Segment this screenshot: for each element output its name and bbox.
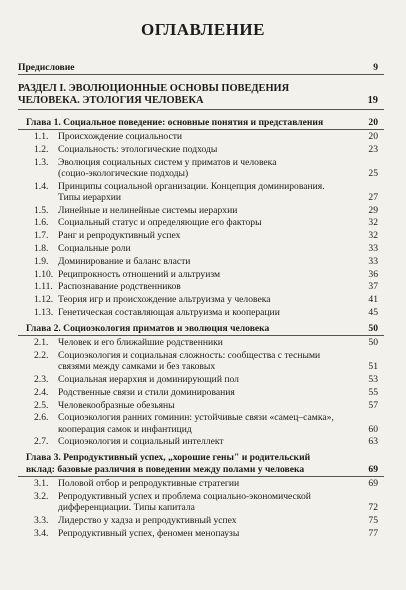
toc-entry-title: Социальная иерархия и доминирующий пол (58, 374, 239, 385)
divider (18, 109, 384, 110)
toc-entry-title: Социальность: этологические подходы (58, 143, 218, 155)
toc-page-number: 23 (368, 143, 378, 155)
toc-page-number: 9 (373, 62, 378, 73)
toc-entry-title: Реципрокность отношений и альтруизм (58, 268, 221, 280)
divider (18, 129, 384, 130)
toc-entry-number: 1.13. (34, 307, 54, 318)
toc-entry-number: 1.11. (34, 281, 53, 293)
toc-entry-title: Эволюция социальных систем у приматов и человека (58, 156, 277, 168)
toc-page-number: 77 (368, 527, 378, 539)
toc-entry-number: 1.3. (34, 156, 49, 168)
toc-page-number: 63 (368, 436, 378, 448)
toc-entry-number: 1.6. (34, 217, 49, 229)
toc-entry-title: РАЗДЕЛ I. ЭВОЛЮЦИОННЫЕ ОСНОВЫ ПОВЕДЕНИЯ (18, 83, 290, 95)
toc-entry-title: Половой отбор и репродуктивные стратегии (58, 478, 240, 489)
toc-page-number: 19 (367, 95, 378, 107)
toc-page-number: 32 (368, 217, 378, 229)
toc-entry-title: Репродуктивный успех, феномен менопаузы (58, 527, 240, 539)
divider (18, 74, 384, 75)
toc-page-number: 55 (368, 386, 378, 398)
toc-entry-title: Предисловие (18, 62, 75, 73)
toc-entry-number: 2.6. (34, 412, 49, 424)
toc-entry-title: (социо-экологические подходы) (58, 167, 189, 179)
toc-entry-title: Теория игр и происхождение альтруизма у человека (58, 294, 271, 306)
toc-entry-title: дифференциации. Типы капитала (58, 501, 195, 513)
toc-page-number: 72 (368, 501, 378, 513)
toc-page-number: 25 (368, 167, 378, 179)
toc-entry-number: 3.2. (34, 490, 49, 502)
divider (18, 476, 384, 477)
toc-entry-title: Социоэкология и социальный интеллект (58, 436, 224, 448)
toc-entry-title: ЧЕЛОВЕКА. ЭТОЛОГИЯ ЧЕЛОВЕКА (18, 95, 204, 107)
toc-entry-number: 3.4. (34, 527, 49, 539)
toc-page-number: 36 (368, 268, 378, 280)
toc-entry-title: вклад: базовые различия в поведении между полами у человека (26, 463, 305, 475)
toc-entry-number: 2.5. (34, 399, 49, 411)
toc-entry-number: 2.3. (34, 374, 49, 385)
toc-entry-title: Глава 2. Социоэкология приматов и эволюция человека (26, 322, 270, 334)
toc-entry-title: Человек и его ближайшие родственники (58, 337, 223, 349)
toc-page-number: 53 (368, 374, 378, 385)
toc-entry-title: Типы иерархии (58, 191, 122, 203)
toc-page-number: 69 (368, 478, 378, 489)
toc-entry-title: Ранг и репродуктивный успех (58, 230, 181, 242)
toc-entry-title: Генетическая составляющая альтруизма и кооперации (58, 307, 280, 318)
toc-entry-number: 3.1. (34, 478, 49, 489)
toc-page-number: 57 (368, 399, 378, 411)
toc-entry-number: 1.12. (34, 294, 54, 306)
toc-page-number: 75 (368, 514, 378, 526)
toc-entry-number: 1.10. (34, 268, 54, 280)
toc-page-number: 20 (368, 116, 378, 128)
page-title: ОГЛАВЛЕНИЕ (141, 20, 265, 39)
toc-entry-title: Человекообразные обезьяны (58, 399, 175, 411)
toc-entry-number: 2.7. (34, 436, 49, 448)
toc-page-number: 45 (368, 307, 378, 318)
toc-page-number: 29 (368, 204, 378, 216)
toc-entry-title: Социальный статус и определяющие его факторы (58, 217, 262, 229)
toc-page-number: 50 (368, 322, 378, 334)
toc-entry-title: Глава 1. Социальное поведение: основные понятия и представления (26, 116, 324, 128)
toc-entry-title: кооперация самок и инфантицид (58, 423, 192, 435)
toc-entry-number: 3.3. (34, 514, 49, 526)
toc-page-number: 50 (368, 337, 378, 349)
toc-page-number: 32 (368, 230, 378, 242)
toc-page-number: 33 (368, 255, 378, 267)
toc-entry-title: Репродуктивный успех и проблема социально-экономической (58, 490, 311, 502)
toc-entry-number: 2.1. (34, 337, 49, 349)
toc-entry-title: Социоэкология и социальная сложность: сообщества с тесными (58, 350, 321, 361)
toc-entry-title: Принципы социальной организации. Концепция доминирования. (58, 180, 325, 192)
toc-entry-title: Доминирование и баланс власти (58, 255, 191, 267)
toc-entry-title: Происхождение социальности (58, 131, 183, 142)
toc-page-number: 20 (368, 131, 378, 142)
toc-entry-number: 2.4. (34, 386, 49, 398)
toc-page-number: 69 (368, 463, 378, 475)
divider (18, 335, 384, 336)
toc-entry-number: 2.2. (34, 350, 49, 361)
toc-page-number: 33 (368, 243, 378, 254)
toc-entry-number: 1.9. (34, 255, 49, 267)
toc-entry-number: 1.5. (34, 204, 49, 216)
toc-entry-number: 1.2. (34, 143, 49, 155)
toc-entry-number: 1.7. (34, 230, 49, 242)
toc-entry-title: Глава 3. Репродуктивный успех, „хорошие гены" и родительский (26, 452, 311, 464)
toc-entry-title: Лидерство у хадза и репродуктивный успех (58, 514, 237, 526)
toc-entry-number: 1.4. (34, 180, 49, 192)
toc-entry-number: 1.1. (34, 131, 49, 142)
toc-entry-title: Линейные и нелинейные системы иерархии (58, 204, 238, 216)
toc-page-number: 37 (368, 281, 378, 293)
toc-page-number: 27 (368, 191, 378, 203)
toc-entry-title: Распознавание родственников (58, 281, 181, 293)
toc-entry-title: Социальные роли (58, 243, 131, 254)
toc-entry-title: Социоэкология ранних гоминин: устойчивые связи «самец–самка», (58, 412, 334, 424)
toc-entry-title: связями между самками и без таковых (58, 361, 216, 373)
toc-page-number: 41 (368, 294, 378, 306)
toc-entry-title: Родственные связи и стили доминирования (58, 386, 235, 398)
toc-entry-number: 1.8. (34, 243, 49, 254)
toc-page-number: 60 (368, 423, 378, 435)
toc-page-number: 51 (368, 361, 378, 373)
